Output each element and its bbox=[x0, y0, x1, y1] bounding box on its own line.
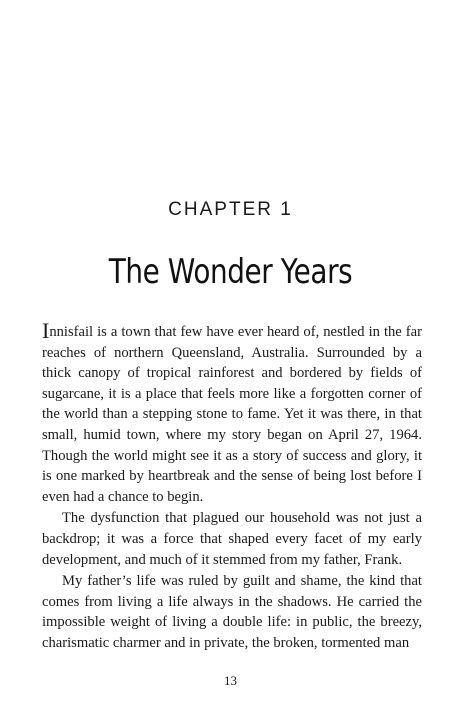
body-text bbox=[42, 318, 422, 654]
paragraph-1 bbox=[42, 318, 422, 507]
chapter-title: The Wonder Years bbox=[108, 252, 353, 292]
drop-initial: I bbox=[42, 318, 50, 343]
chapter-label: CHAPTER 1 bbox=[168, 199, 293, 220]
paragraph-2: The dysfunction that plagued our household was not just a backdrop; it was a force that shaped every facet of my early development, and much of it stemmed from my father, Frank. bbox=[42, 510, 422, 568]
paragraph-1-text: nnisfail is a town that few have ever heard of, nestled in the far reaches of northern Queensland, Australia. Surrounded by a thick canopy of tropical rainforest and bordered by fields of sugarcane, it is a place that feels more like a forgotten corner of the world than a stepping stone to fame. Yet it was there, in that small, humid town, where my story began on April 27, 1964. Though the world might see it as a story of success and glory, it is one marked by heartbreak and the sense of being lost before I even had a chance to begin. bbox=[42, 324, 422, 505]
paragraph-3: My father’s life was ruled by guilt and shame, the kind that comes from living a life always in the shadows. He carried the impossible weight of living a double life: in public, the breezy, charismatic charmer and in private, the broken, tormented man bbox=[42, 573, 422, 651]
page-number: 13 bbox=[224, 673, 237, 688]
